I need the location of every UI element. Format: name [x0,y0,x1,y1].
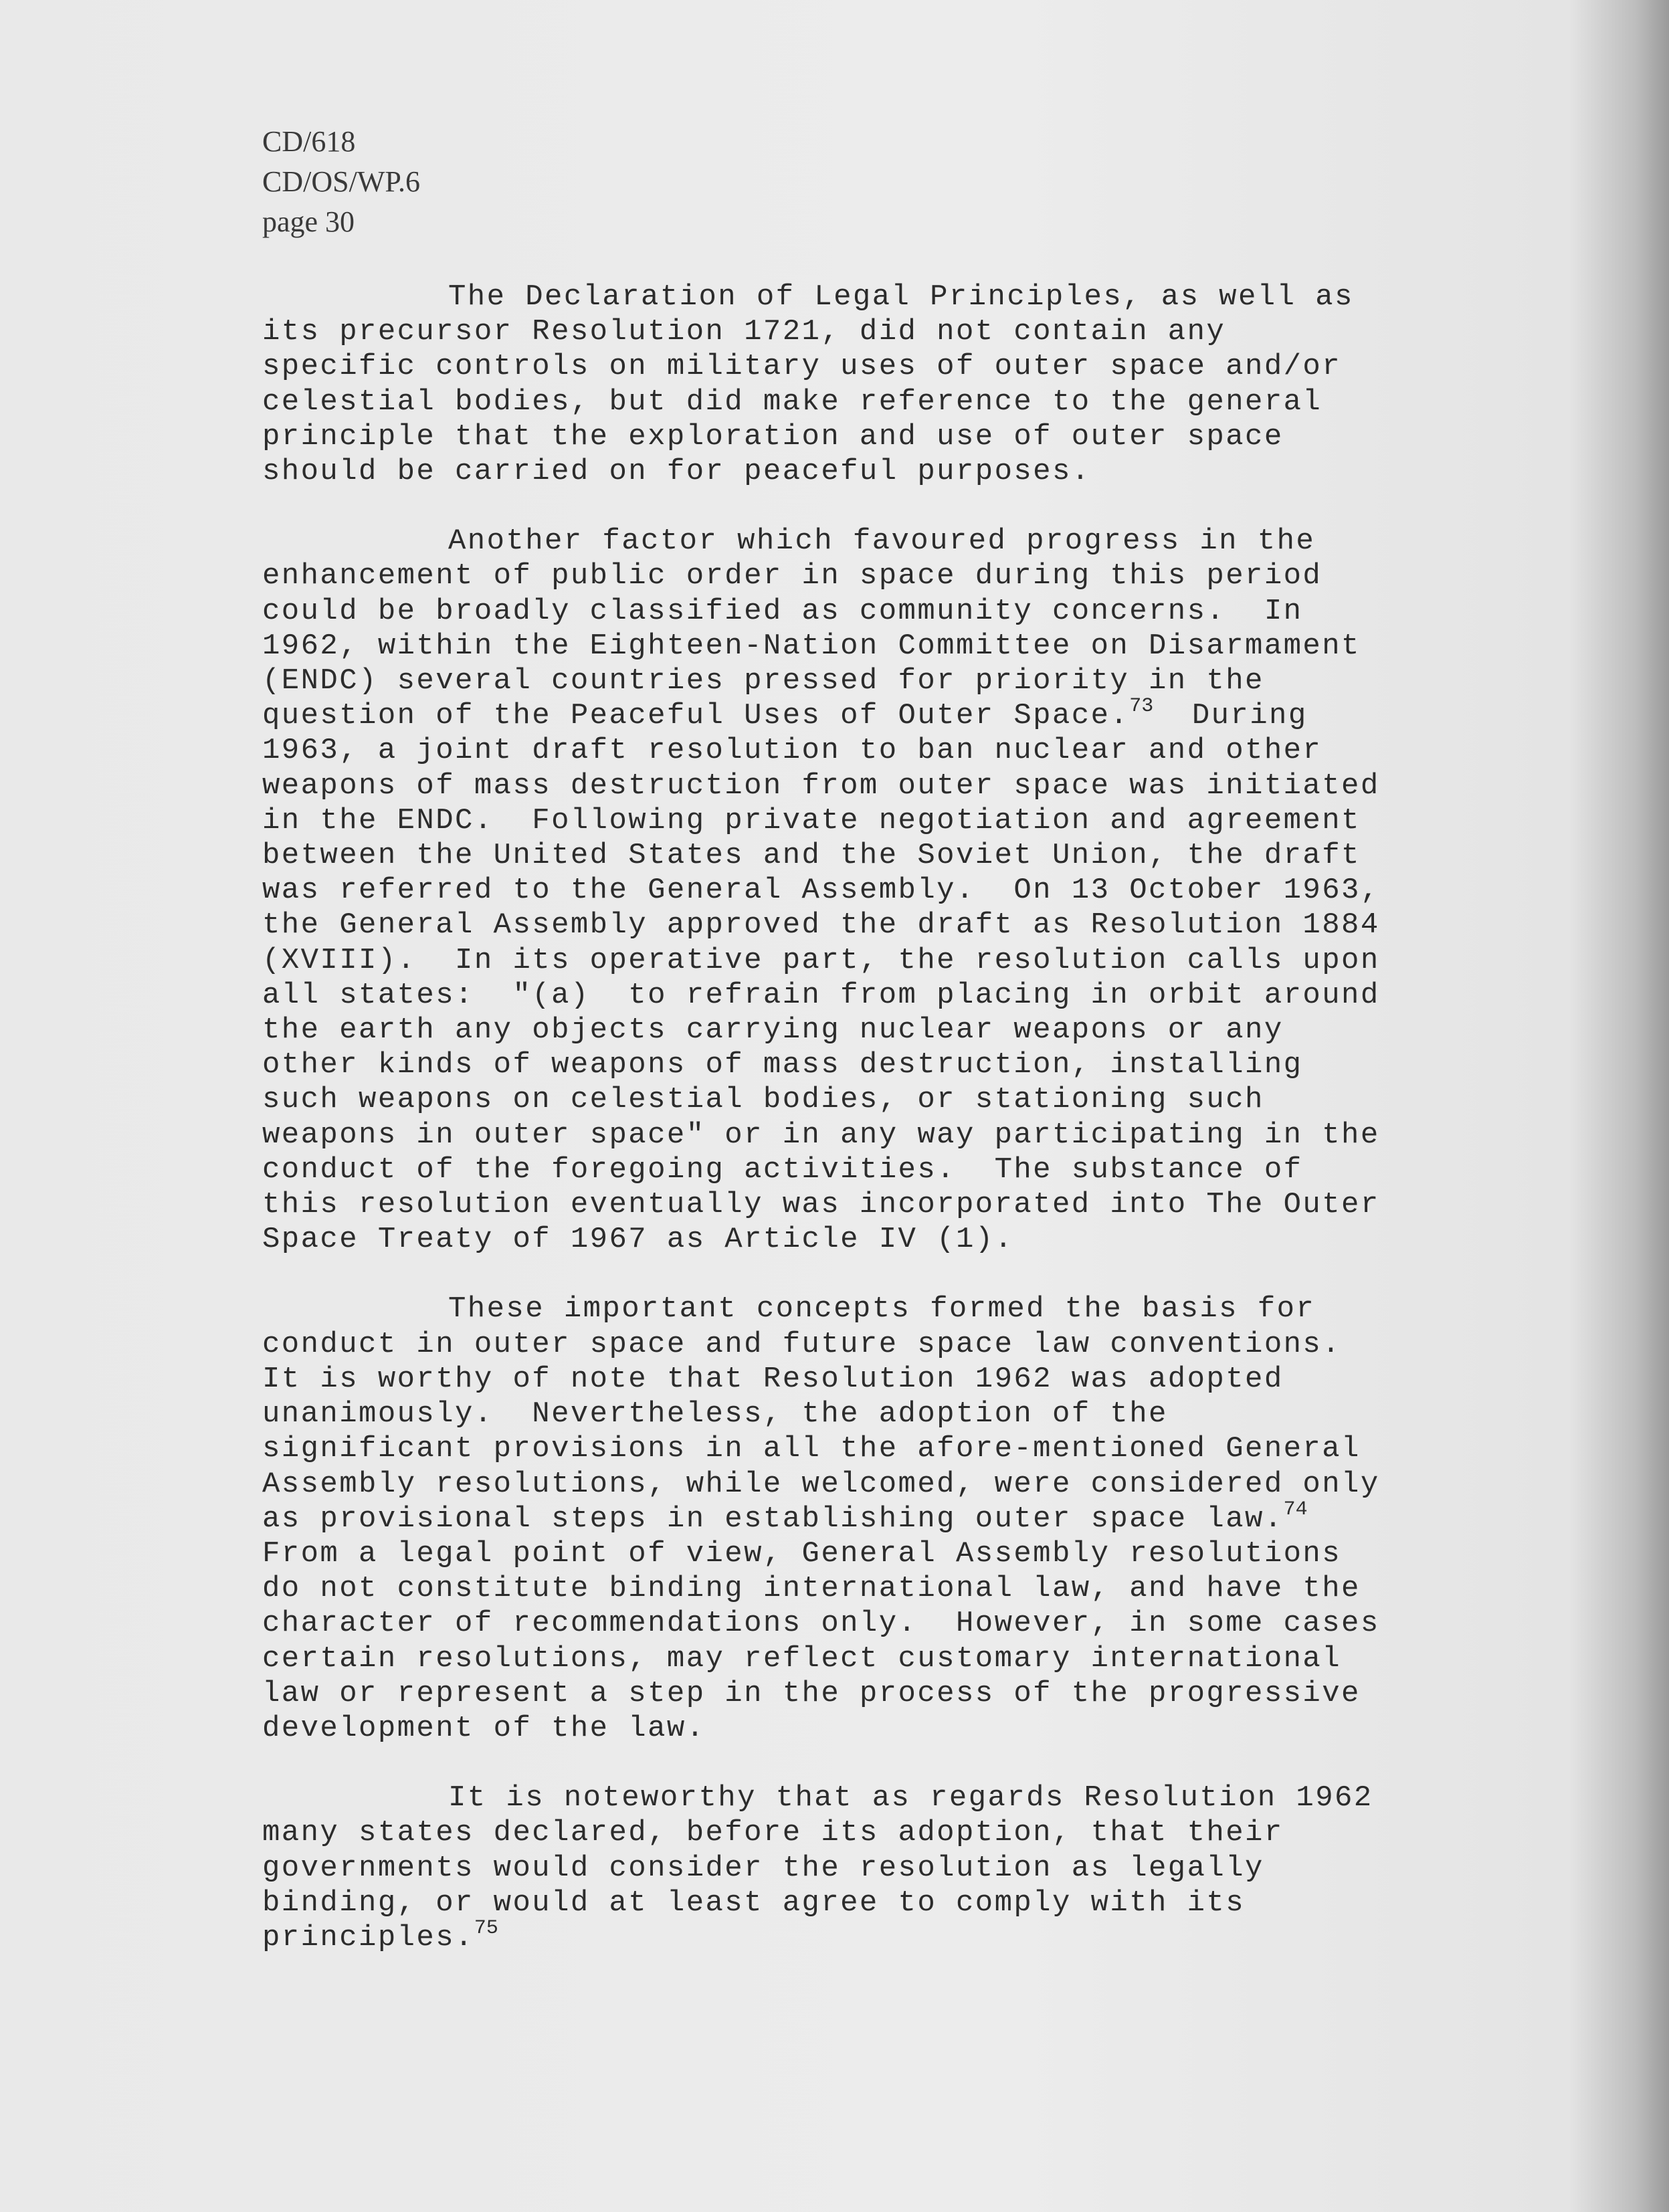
line-text: significant provisions in all the afore-mentioned General [262,1432,1361,1466]
text-line [262,1711,1500,1746]
line-text: (XVIII). In its operative part, the resolution calls upon [262,943,1380,977]
line-text: principles. [262,1920,474,1954]
line-text: this resolution eventually was incorporated into The Outer [262,1188,1380,1222]
line-text: 1962, within the Eighteen-Nation Committee on Disarmament [262,629,1361,663]
text-line [262,1606,1500,1641]
text-line [262,1467,1500,1502]
text-line [262,1781,1500,1815]
line-text: between the United States and the Soviet Union, the draft [262,839,1361,873]
line-text: conduct in outer space and future space law conventions. [262,1327,1342,1361]
footnote-ref: 75 [474,1916,498,1940]
text-line [262,1047,1500,1082]
text-line [262,385,1500,419]
document-header [262,122,420,242]
line-text: other kinds of weapons of mass destruction, installing [262,1048,1303,1082]
text-line [262,1916,1500,1955]
line-text: weapons of mass destruction from outer space was initiated [262,769,1380,803]
text-line [262,419,1500,454]
text-line [262,1222,1500,1257]
line-text: celestial bodies, but did make reference to the general [262,385,1322,419]
line-text-after: During [1153,699,1308,733]
text-line [262,873,1500,908]
text-line [262,1431,1500,1466]
text-line [262,454,1500,489]
line-text: From a legal point of view, General Assembly resolutions [262,1536,1342,1571]
line-text: question of the Peaceful Uses of Outer Space. [262,699,1130,733]
line-text: character of recommendations only. However, in some cases [262,1607,1380,1641]
text-line [262,943,1500,978]
line-text: as provisional steps in establishing outer space law. [262,1502,1284,1536]
line-text: The Declaration of Legal Principles, as well as [448,280,1354,314]
text-line [262,978,1500,1013]
line-text: law or represent a step in the process of the progressive [262,1676,1361,1710]
text-line [262,559,1500,593]
text-line [262,1292,1500,1326]
line-text: unanimously. Nevertheless, the adoption of the [262,1397,1168,1431]
working-paper-symbol: CD/OS/WP.6 [262,165,420,198]
text-line [262,908,1500,942]
text-line [262,1815,1500,1850]
line-text: governments would consider the resolution as legally [262,1851,1264,1885]
text-line [262,838,1500,873]
text-line [262,1536,1500,1571]
paragraph [262,1292,1500,1746]
line-text: was referred to the General Assembly. On 13 October 1963, [262,874,1380,908]
document-symbol: CD/618 [262,125,356,158]
line-text: the earth any objects carrying nuclear weapons or any [262,1013,1284,1047]
text-line [262,1118,1500,1152]
text-line [262,695,1500,733]
footnote-ref: 73 [1129,695,1154,718]
line-text: Assembly resolutions, while welcomed, were considered only [262,1467,1380,1501]
text-line [262,769,1500,803]
line-text: certain resolutions, may reflect customary international [262,1641,1342,1676]
footnote-ref: 74 [1283,1498,1308,1521]
text-line [262,629,1500,664]
line-text: such weapons on celestial bodies, or stationing such [262,1083,1264,1117]
text-line [262,1327,1500,1362]
text-line [262,1641,1500,1676]
text-line [262,1082,1500,1117]
line-text: specific controls on military uses of outer space and/or [262,350,1342,384]
text-line [262,1362,1500,1397]
text-line [262,1676,1500,1711]
text-line [262,664,1500,698]
line-text: binding, or would at least agree to comply with its [262,1886,1246,1920]
line-text: do not constitute binding international law, and have the [262,1572,1361,1606]
paragraph [262,524,1500,1257]
text-line [262,1498,1500,1536]
line-text: It is worthy of note that Resolution 1962 was adopted [262,1362,1284,1396]
text-line [262,1571,1500,1606]
line-text: in the ENDC. Following private negotiation and agreement [262,803,1361,837]
text-line [262,1886,1500,1920]
line-text: 1963, a joint draft resolution to ban nuclear and other [262,734,1322,768]
line-text: These important concepts formed the basis for [448,1292,1316,1326]
text-line [262,524,1500,559]
text-line [262,803,1500,838]
line-text: (ENDC) several countries pressed for priority in the [262,664,1264,698]
text-line [262,1397,1500,1431]
page-number: page 30 [262,205,355,238]
line-text: principle that the exploration and use of outer space [262,419,1284,454]
text-line [262,314,1500,349]
document-body [262,280,1500,1990]
line-text: should be carried on for peaceful purposes. [262,455,1091,489]
line-text: the General Assembly approved the draft as Resolution 1884 [262,908,1380,942]
text-line [262,733,1500,768]
line-text: its precursor Resolution 1721, did not contain any [262,315,1226,349]
text-line [262,1187,1500,1222]
text-line [262,349,1500,384]
line-text: Another factor which favoured progress in the [448,524,1316,559]
line-text: conduct of the foregoing activities. The substance of [262,1152,1303,1187]
text-line [262,594,1500,629]
line-text: could be broadly classified as community concerns. In [262,594,1303,628]
line-text: development of the law. [262,1711,706,1745]
text-line [262,1013,1500,1047]
text-line [262,1152,1500,1187]
line-text: enhancement of public order in space during this period [262,559,1322,593]
paragraph [262,280,1500,489]
line-text: Space Treaty of 1967 as Article IV (1). [262,1223,1014,1257]
text-line [262,1851,1500,1886]
line-text: It is noteworthy that as regards Resolution 1962 [448,1781,1373,1815]
paragraph [262,1781,1500,1955]
line-text: weapons in outer space" or in any way participating in the [262,1118,1380,1152]
line-text: all states: "(a) to refrain from placing in orbit around [262,978,1380,1012]
line-text: many states declared, before its adoption, that their [262,1816,1284,1850]
text-line [262,280,1500,314]
